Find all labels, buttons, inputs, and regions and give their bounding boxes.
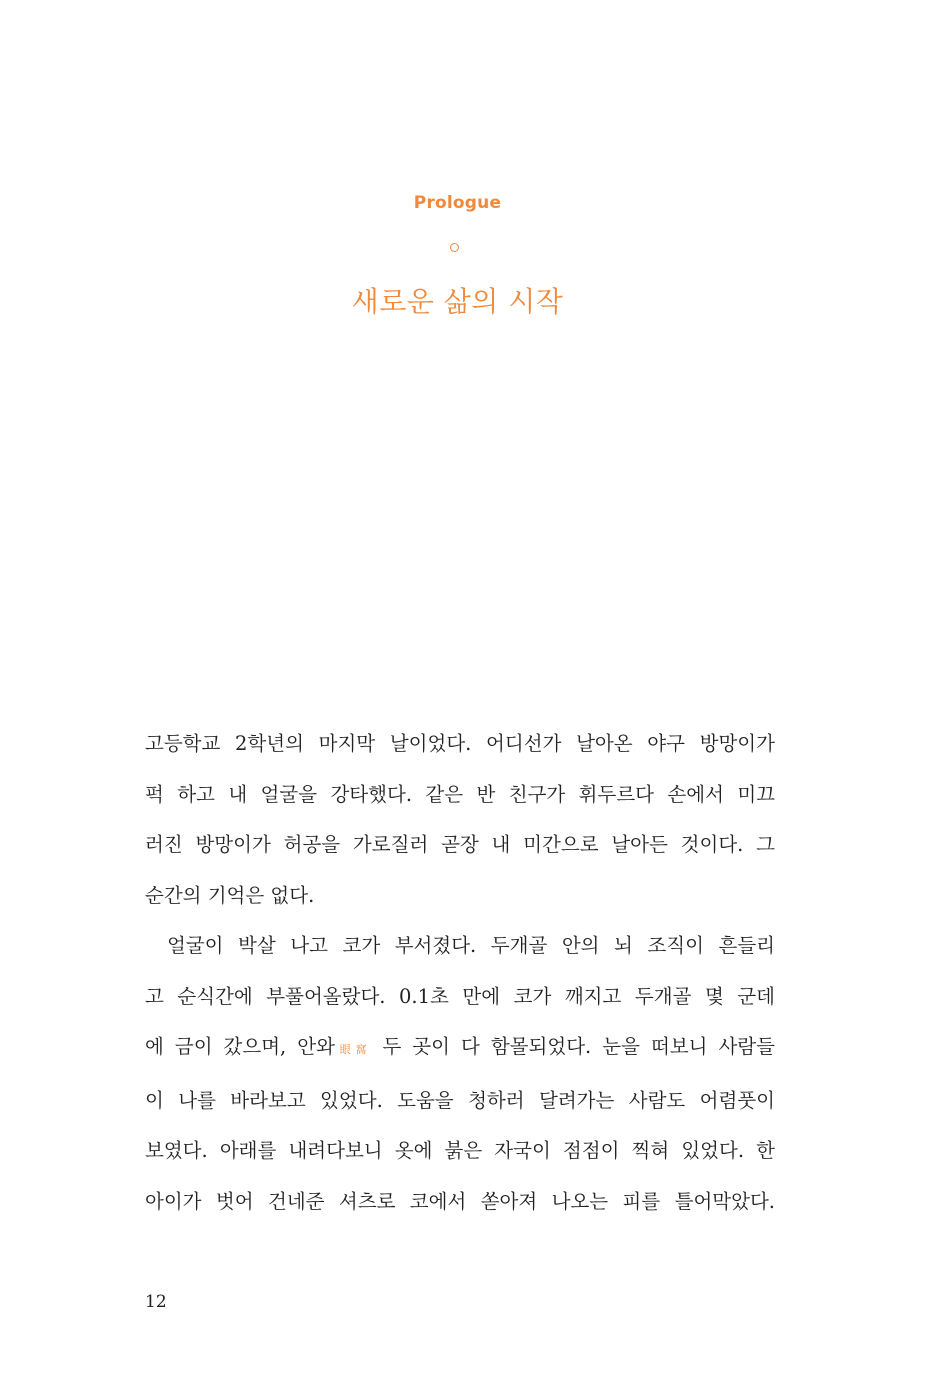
text-line: 러진 방망이가 허공을 가로질러 곧장 내 미간으로 날아든 것이다. 그 xyxy=(145,833,775,856)
section-label: Prologue xyxy=(413,193,502,213)
circle-ornament-icon xyxy=(450,243,459,252)
text-fragment: 두 곳이 다 함몰되었다. 눈을 떠보니 사람들 xyxy=(371,1035,775,1058)
text-line: 고 순식간에 부풀어올랐다. 0.1초 만에 코가 깨지고 두개골 몇 군데 xyxy=(145,984,776,1008)
paragraph-1 xyxy=(145,719,775,921)
text-line xyxy=(145,1022,775,1076)
text-line: 보였다. 아래를 내려다보니 옷에 붉은 자국이 점점이 찍혀 있었다. 한 xyxy=(145,1139,775,1162)
paragraph-2 xyxy=(145,921,775,1227)
chapter-title: 새로운 삶의 시작 xyxy=(351,285,564,318)
text-line: 아이가 벗어 건네준 셔츠로 코에서 쏟아져 나오는 피를 틀어막았다. xyxy=(145,1189,775,1213)
text-fragment: 에 금이 갔으며, 안와 xyxy=(145,1035,335,1058)
text-line: 이 나를 바라보고 있었다. 도움을 청하러 달려가는 사람도 어렴풋이 xyxy=(145,1088,775,1112)
hanja-annotation: 眼窩 xyxy=(334,1043,372,1056)
text-line: 퍽 하고 내 얼굴을 강타했다. 같은 반 친구가 휘두르다 손에서 미끄 xyxy=(145,782,775,806)
text-line: 얼굴이 박살 나고 코가 부서졌다. 두개골 안의 뇌 조직이 흔들리 xyxy=(167,934,775,957)
body-text xyxy=(145,719,775,1227)
text-line: 순간의 기억은 없다. xyxy=(145,883,315,907)
page-number: 12 xyxy=(145,1292,167,1312)
text-line: 고등학교 2학년의 마지막 날이었다. 어디선가 날아온 야구 방망이가 xyxy=(145,732,775,755)
